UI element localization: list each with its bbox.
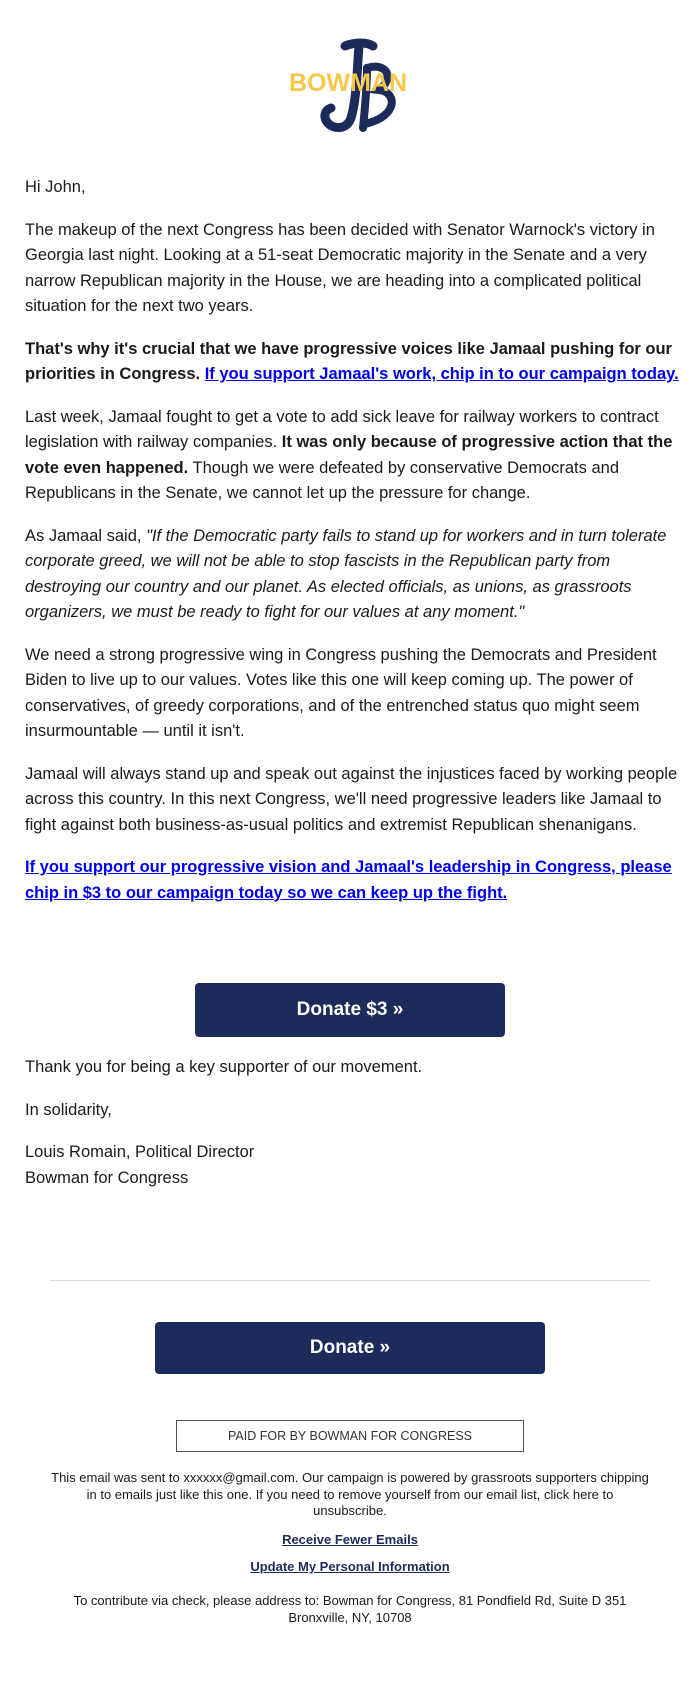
paragraph-5: We need a strong progressive wing in Congress pushing the Democrats and President Biden to live up to our values. Votes like this one will keep coming up. The power of conservatives, of greedy corporations, and of the entrenched status quo might seem insurmountable — until it isn't. [25,645,657,740]
footer-fewer-emails [50,1532,650,1549]
support-work-link[interactable]: If you support Jamaal's work, chip in to our campaign today. [204,365,679,383]
logo-name: BOWMAN [288,69,408,97]
paragraph-4 [25,524,680,626]
jamaal-quote: "If the Democratic party fails to stand up for workers and in turn tolerate corporate greed, we will not be able to stop fascists in the Republican party from destroying our country and our planet. As elected officials, as unions, as grassroots organizers, we must be ready to fight for our values at any moment." [25,526,667,621]
thanks-text: Thank you for being a key supporter of our movement. [25,1058,423,1076]
donate-button[interactable]: Donate » [155,1322,545,1374]
closing-text: In solidarity, [25,1100,112,1119]
email-body [25,175,680,923]
email-closing [25,1055,680,1208]
bowman-logo [283,38,413,138]
paragraph-3-post: Though we were defeated by conservative Democrats and Republicans in the Senate, we cannot let up the pressure for change. [25,458,619,502]
update-personal-info-link[interactable]: Update My Personal Information [250,1559,450,1574]
paragraph-2-bold: That's why it's crucial that we have progressive voices like Jamaal pushing for our priorities in Congress. [25,339,672,383]
signature [25,1140,680,1191]
donate-3-button[interactable]: Donate $3 » [195,983,505,1037]
paragraph-1: The makeup of the next Congress has been decided with Senator Warnock's victory in Georgia last night. Looking at a 51-seat Democratic majority in the Senate and a very narrow Republican majority in the House, we are heading into a complicated political situation for the next two years. [25,220,655,315]
paragraph-2 [25,337,680,388]
footer-divider [50,1280,650,1281]
paragraph-3-pre: Last week, Jamaal fought to get a vote to add sick leave for railway workers to contract legislation with railway companies. [25,407,659,451]
greeting: Hi John, [25,178,86,196]
signature-name: Louis Romain, Political Director [25,1143,255,1161]
paragraph-3-bold: It was only because of progressive action that the vote even happened. [25,433,673,477]
footer-check-address: To contribute via check, please address to: Bowman for Congress, 81 Pondfield Rd, Suite D 351 Bronxville, NY, 10708 [73,1593,627,1625]
receive-fewer-emails-link[interactable]: Receive Fewer Emails [282,1532,418,1547]
paragraph-4-pre: As Jamaal said, [25,526,147,545]
paid-for-box: PAID FOR BY BOWMAN FOR CONGRESS [176,1420,524,1452]
jb-logo-graphic [283,38,413,138]
paragraph-7 [25,855,680,906]
chip-in-link[interactable]: If you support our progressive vision and Jamaal's leadership in Congress, please chip in $3 to our campaign today so we can keep up the fight. [25,858,672,902]
paragraph-6: Jamaal will always stand up and speak out against the injustices faced by working people across this country. In this next Congress, we'll need progressive leaders like Jamaal to fight against both business-as-usual politics and extremist Republican shenanigans. [25,764,678,834]
footer-sent-text: This email was sent to xxxxxx@gmail.com. Our campaign is powered by grassroots supporters chipping in to emails just like this one. If you need to remove yourself from our email list, click here to unsubscribe. [51,1470,649,1518]
footer-update-info [50,1559,650,1576]
paragraph-3 [25,405,680,507]
signature-org: Bowman for Congress [25,1168,189,1187]
